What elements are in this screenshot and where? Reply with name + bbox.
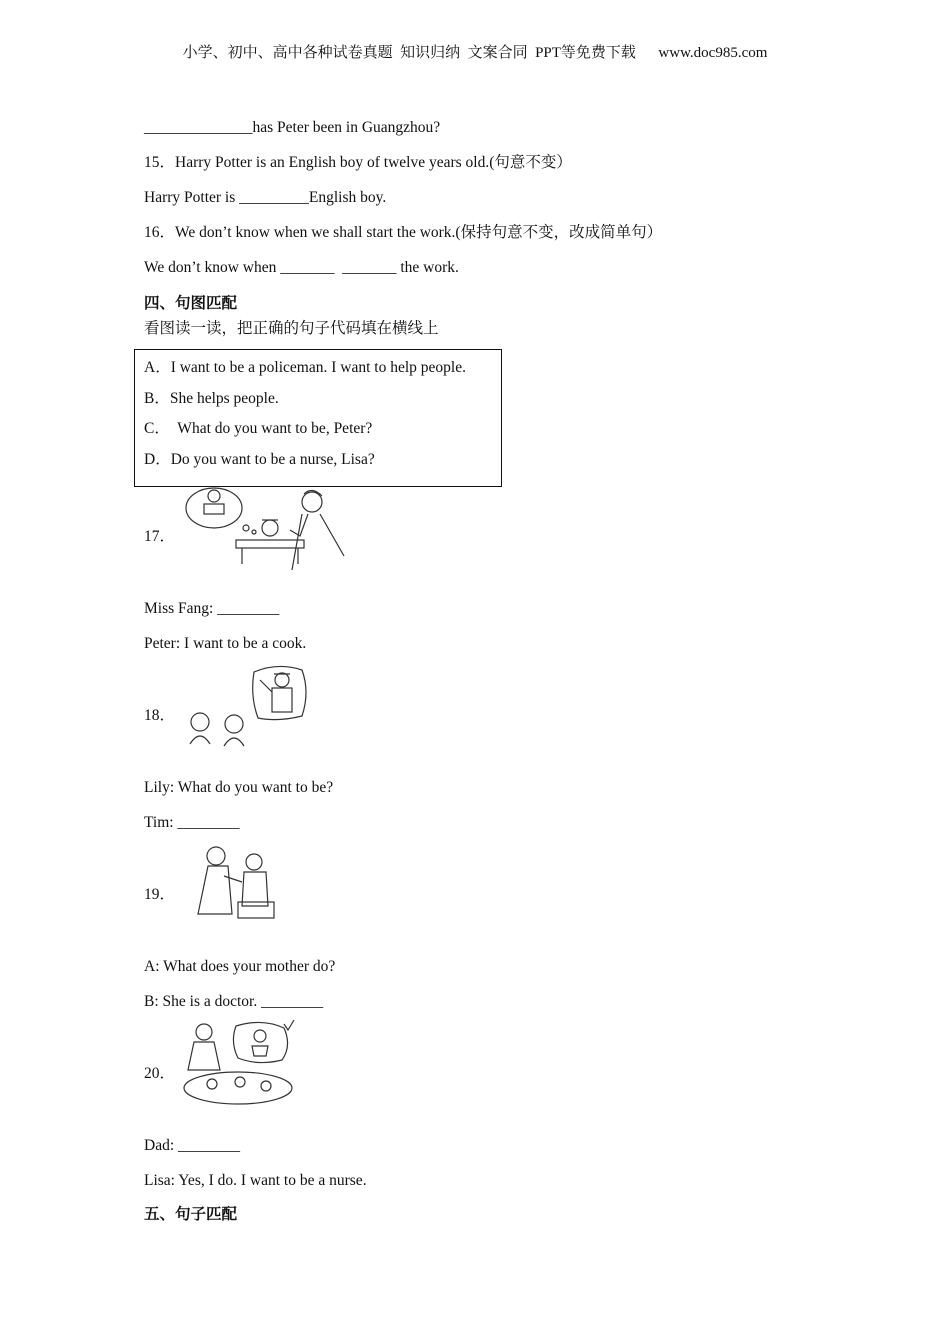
q20-line-a: Dad: ________ (144, 1137, 241, 1154)
section-4-heading: 四、句图匹配 (144, 295, 238, 312)
option-d: D．Do you want to be a nurse, Lisa? (144, 451, 375, 468)
options-box (134, 349, 502, 487)
q20-line-b: Lisa: Yes, I do. I want to be a nurse. (144, 1172, 367, 1189)
q18-number: 18． (144, 707, 176, 724)
option-c: C． What do you want to be, Peter? (144, 420, 373, 437)
q14-answer-line: ______________has Peter been in Guangzhou? (144, 119, 441, 136)
q15-answer-line: Harry Potter is _________English boy. (144, 189, 387, 206)
q15-prompt: 15．Harry Potter is an English boy of twelve years old.(句意不变） (144, 154, 572, 171)
classroom-cook-dream-icon (180, 484, 350, 570)
page-header: 小学、初中、高中各种试卷真题 知识归纳 文案合同 PPT等免费下载 www.doc985.com (182, 45, 768, 61)
doctor-patient-icon (184, 842, 278, 922)
q19-number: 19． (144, 886, 176, 903)
q17-number: 17． (144, 528, 176, 545)
q16-prompt: 16．We don’t know when we shall start the work.(保持句意不变，改成简单句） (144, 224, 663, 241)
q18-line-a: Lily: What do you want to be? (144, 779, 334, 796)
family-nurse-dream-icon (180, 1018, 298, 1106)
option-a: A．I want to be a policeman. I want to help people. (144, 359, 466, 376)
section-4-instruction: 看图读一读，把正确的句子代码填在横线上 (144, 320, 439, 337)
q17-line-b: Peter: I want to be a cook. (144, 635, 307, 652)
option-b: B．She helps people. (144, 390, 279, 407)
q16-answer-line: We don’t know when _______ _______ the work. (144, 259, 459, 276)
children-policeman-dream-icon (178, 662, 310, 750)
section-5-heading: 五、句子匹配 (144, 1206, 238, 1223)
q20-number: 20． (144, 1065, 176, 1082)
q19-line-b: B: She is a doctor. ________ (144, 993, 324, 1010)
q19-line-a: A: What does your mother do? (144, 958, 336, 975)
q17-line-a: Miss Fang: ________ (144, 600, 280, 617)
q18-line-b: Tim: ________ (144, 814, 240, 831)
